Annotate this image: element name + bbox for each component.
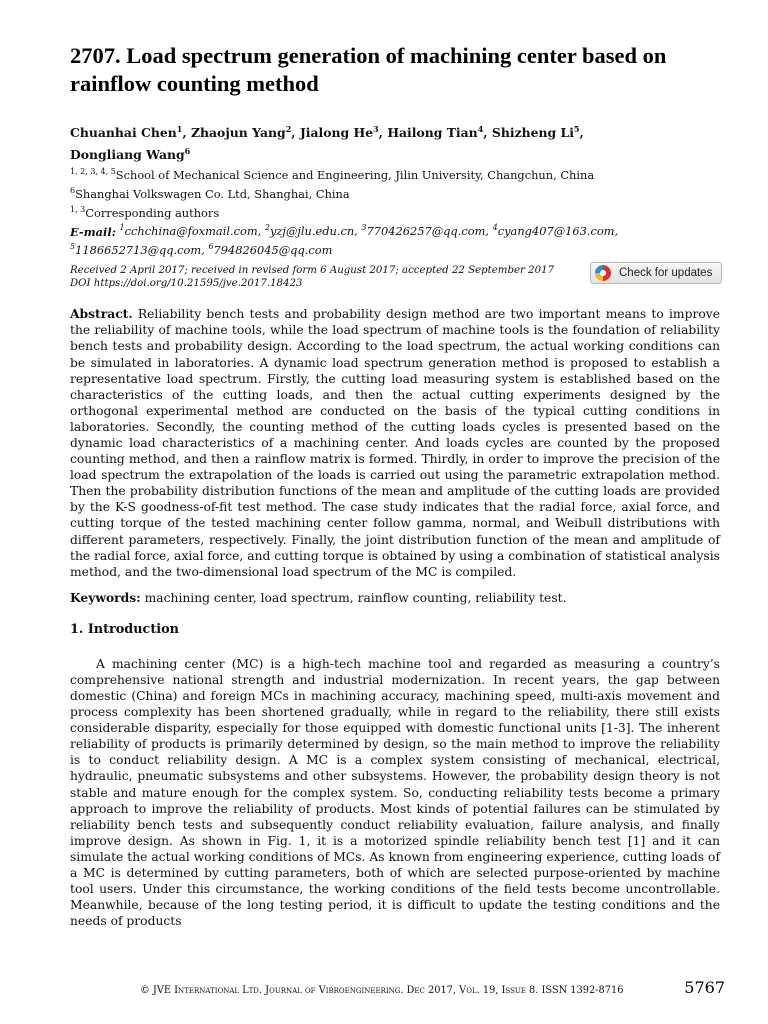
- publication-history: [70, 264, 720, 298]
- introduction-paragraph: A machining center (MC) is a high-tech machine tool and regarded as measuring a country’s comprehensive national strength and industrial modernization. In recent years, the gap between domestic (China) and foreign MCs in machining accuracy, machining speed, multi-axis movement and process complexity has been shortened gradually, while in regard to the reliability, there still exists considerable disparity, especially for those equipped with domestic functional units [1-3]. The inherent reliability of products is primarily determined by design, so the main method to improve the reliability is to conduct reliability design. A MC is a complex system consisting of mechanical, electrical, hydraulic, pneumatic subsystems and other subsystems. However, the probability design theory is not stable and mature enough for the complex system. So, conducting reliability tests become a primary approach to improve the reliability of products. Most kinds of potential failures can be stimulated by reliability bench tests and subsequently conduct reliability evaluation, failure analysis, and finally improve design. As shown in Fig. 1, it is a motorized spindle reliability bench test [1] and it can simulate the actual working conditions of MCs. As known from engineering experience, cutting loads of a MC is determined by cutting parameters, both of which are selected purpose-oriented by machine tool users. Under this circumstance, the working conditions of the field tests become uncontrollable. Meanwhile, because of the long testing period, it is difficult to update the testing conditions and the needs of products: [70, 656, 720, 929]
- email-link[interactable]: $^3$770426257@qq.com,: [361, 223, 493, 239]
- abstract: Abstract. Reliability bench tests and probability design method are two important means to improve the reliability of machine tools, while the load spectrum of machine tools is the foundation of reliability bench tests and probability design. According to the load spectrum, the actual working conditions can be simulated in laboratories. A dynamic load spectrum generation method is proposed to establish a representative load spectrum. Firstly, the cutting load measuring system is established based on the characteristics of the cutting loads, and then the actual cutting experiments designed by the orthogonal experimental method are conducted on the basis of the typical cutting conditions in laboratories. Secondly, the counting method of the cutting loads cycles is presented based on the dynamic load characteristics of a machining center. And loads cycles are counted by the proposed counting method, and then a rainflow matrix is formed. Thirdly, in order to improve the precision of the load spectrum the extrapolation of the loads is carried out using the parametric extrapolation method. Then the probability distribution functions of the mean and amplitude of the cutting loads are provided by the K-S goodness-of-fit test method. The case study indicates that the radial force, axial force, and cutting torque of the tested machining center follow gamma, normal, and Weibull distributions with different parameters, respectively. Finally, the joint distribution function of the mean and amplitude of the radial force, axial force, and cutting torque is obtained by using a combination of statistical analysis method, and the two-dimensional load spectrum of the MC is compiled.: [70, 306, 720, 579]
- affiliation: $^6$Shanghai Volkswagen Co. Ltd, Shanghai, China: [70, 186, 350, 201]
- author: Jialong He$^3$,: [299, 124, 388, 141]
- check-for-updates-label: Check for updates: [619, 267, 713, 280]
- email-link[interactable]: $^4$cyang407@163.com,: [492, 223, 619, 239]
- author: Shizheng Li$^5$,: [491, 124, 584, 141]
- paper-page: [70, 42, 720, 929]
- author: Hailong Tian$^4$,: [387, 124, 492, 141]
- email-link[interactable]: $^5$1186652713@qq.com,: [70, 242, 209, 258]
- section-heading: 1. Introduction: [70, 621, 179, 637]
- paper-title: 2707. Load spectrum generation of machining center based on rainflow counting method: [70, 43, 667, 96]
- keywords: Keywords: machining center, load spectrum, rainflow counting, reliability test.: [70, 589, 567, 605]
- doi-link[interactable]: DOI https://doi.org/10.21595/jve.2017.18423: [70, 278, 303, 290]
- received-dates: Received 2 April 2017; received in revised form 6 August 2017; accepted 22 September 2017: [70, 265, 555, 277]
- crossmark-icon: [595, 265, 611, 281]
- check-for-updates-button[interactable]: [590, 262, 722, 284]
- email-link[interactable]: $^6$794826045@qq.com: [208, 242, 333, 258]
- page-footer: [140, 978, 725, 997]
- author-list: [70, 120, 720, 164]
- email-link[interactable]: $^1$cchchina@foxmail.com,: [119, 223, 265, 239]
- affiliation: $^{1, 2, 3, 4, 5}$School of Mechanical Science and Engineering, Jilin University, Changchun, China: [70, 167, 595, 183]
- journal-citation: © JVE International Ltd. Journal of Vibroengineering. Dec 2017, Vol. 19, Issue 8. ISSN 1392-8716: [140, 985, 624, 996]
- email-list: E-mail: $^1$cchchina@foxmail.com, $^2$yzj@jlu.edu.cn, $^3$770426257@qq.com, $^4$cyang407@163.com, $^5$1186652713@qq.com, $^6$794826045@qq.com: [70, 223, 619, 258]
- email-link[interactable]: $^2$yzj@jlu.edu.cn,: [264, 223, 362, 239]
- page-number: 5767: [684, 978, 725, 997]
- author: Zhaojun Yang$^2$,: [190, 124, 300, 141]
- author: Dongliang Wang$^6$: [70, 146, 191, 163]
- corresponding-note: $^{1, 3}$Corresponding authors: [70, 204, 220, 220]
- author: Chuanhai Chen$^1$,: [70, 124, 191, 141]
